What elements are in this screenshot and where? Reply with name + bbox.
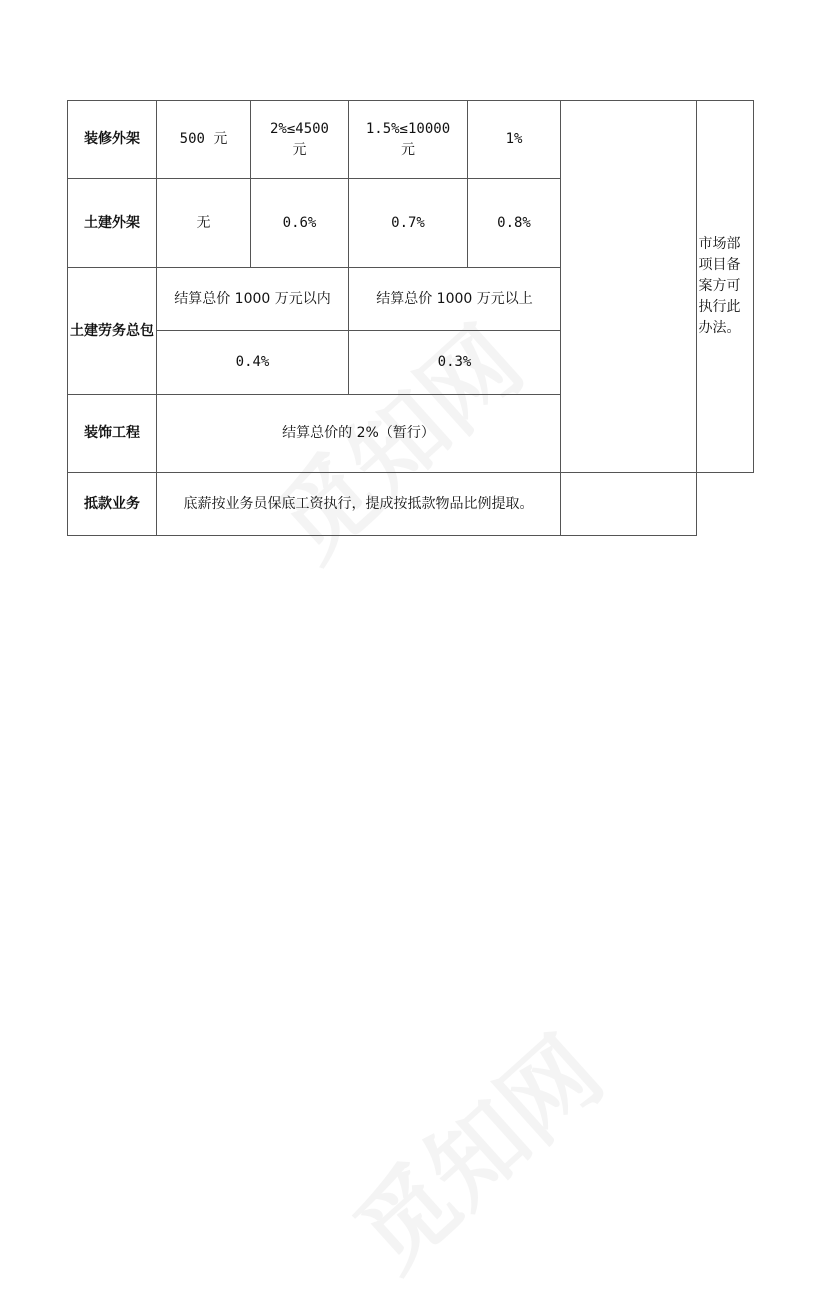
row-label-decoration-scaffold: 装修外架	[68, 101, 157, 179]
cell-value: 结算总价的 2%（暂行）	[157, 395, 561, 473]
cell-value: 0.7%	[349, 179, 468, 268]
cell-value: 无	[157, 179, 251, 268]
cell-value: 0.4%	[157, 331, 349, 395]
cell-value: 0.6%	[251, 179, 349, 268]
cell-value: 0.8%	[468, 179, 561, 268]
note-cell	[697, 101, 754, 473]
cell-value: 1.5%≤10000 元	[349, 101, 468, 179]
cell-value: 底薪按业务员保底工资执行，提成按抵款物品比例提取。	[157, 473, 561, 536]
cell-value: 0.3%	[349, 331, 561, 395]
condition-cell: 结算总价 1000 万元以内	[157, 268, 349, 331]
table-row-decoration-scaffold	[68, 101, 754, 179]
row-label-decoration-project: 装饰工程	[68, 395, 157, 473]
row-label-civil-scaffold: 土建外架	[68, 179, 157, 268]
blank-column	[561, 101, 697, 473]
commission-table	[67, 100, 754, 536]
cell-value: 1%	[468, 101, 561, 179]
blank-cell	[561, 473, 697, 536]
table-row-offset-business	[68, 473, 754, 536]
row-label-civil-labor-contract: 土建劳务总包	[68, 268, 157, 395]
condition-cell: 结算总价 1000 万元以上	[349, 268, 561, 331]
cell-value: 2%≤4500 元	[251, 101, 349, 179]
note-text: 市场部项目备案方可执行此办法。	[698, 236, 741, 336]
cell-value: 500 元	[157, 101, 251, 179]
watermark	[321, 1001, 627, 1296]
row-label-offset-business: 抵款业务	[68, 473, 157, 536]
